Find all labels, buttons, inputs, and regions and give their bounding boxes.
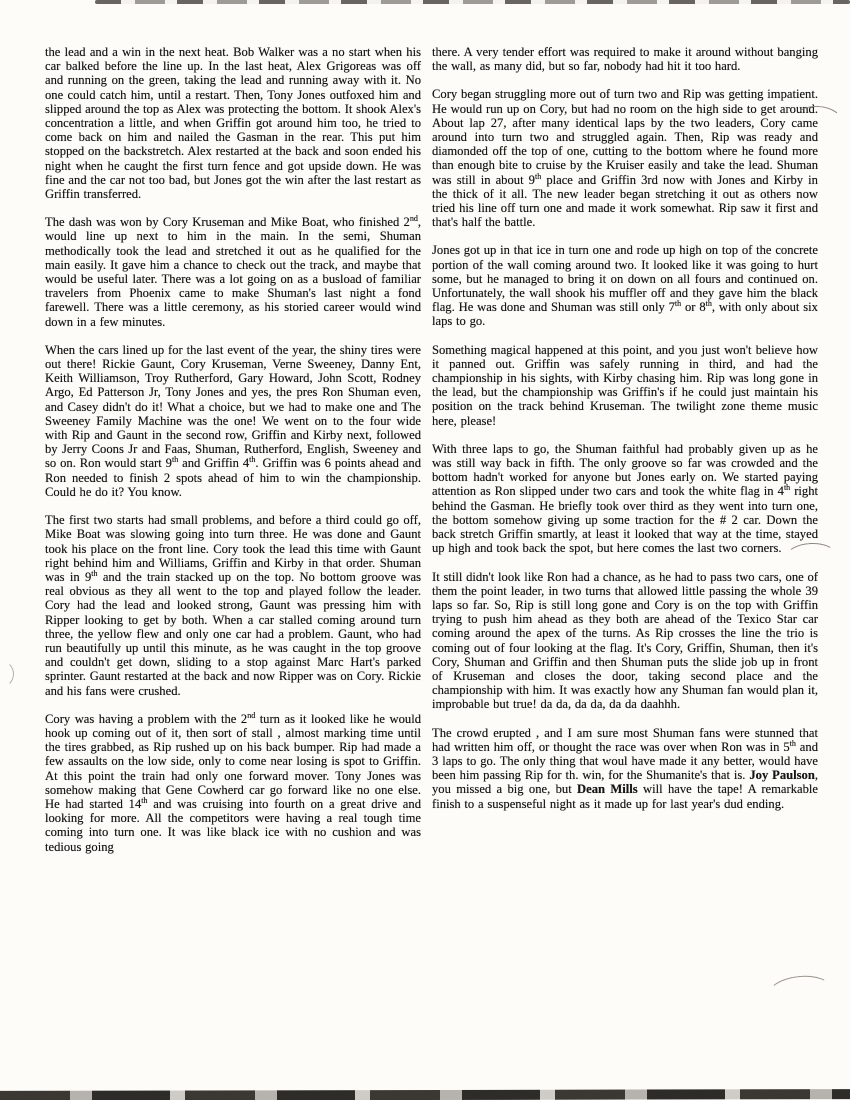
- superscript-text: th: [789, 738, 796, 748]
- body-text: , with only about six laps to go.: [432, 300, 818, 329]
- paragraph: [45, 215, 421, 329]
- paragraph: [432, 570, 818, 712]
- superscript-text: nd: [247, 710, 256, 720]
- bold-name: Dean Mills: [577, 782, 638, 797]
- paragraph: [432, 45, 818, 73]
- paragraph: [432, 343, 818, 428]
- scan-artifact-top-edge: [95, 0, 850, 4]
- superscript-text: th: [674, 299, 682, 309]
- superscript-text: nd: [409, 214, 418, 224]
- page-curl-mark: [0, 660, 14, 688]
- body-text: Something magical happened at this point, and you just won't believe how it panned out. Griffin was safely running in third, and had the championship in his sights, with Kirby chasing him. Rip was long gone in the lead, but the championship was Griffin's if he could just maintain his position on the track behind Kruseman. The twilight zone theme music here, please!: [432, 342, 818, 428]
- right-column: [432, 45, 818, 825]
- scan-artifact-bottom-edge: [0, 1089, 850, 1100]
- superscript-text: th: [141, 795, 148, 805]
- body-text: the lead and a win in the next heat. Bob Walker was a no start when his car balked before the line up. In the last heat, Alex Grigoreas was off and running on the green, taking the lead and running away with it. No one could catch him, until a restart. Then, Tony Jones outfoxed him and slipped around the top as Alex was protecting the bottom. It shook Alex's concentration a little, and when Griffin got around him too, he tried to come back on him and nailed the Gasman in the rear. This put him stopped on the backstretch. Alex restarted at the back and soon ended his night when he caught the first turn fence and got upside down. He was fine and the car not too bad, but Jones got the win after the last restart as Griffin transferred.: [45, 45, 421, 202]
- body-text: turn as it looked like he would hook up coming out of it, then sort of stall , almost marking time until the tires grabbed, as Rip rushed up on his back bumper. Rip had made a few assaults on the low side, only to come near losing is spot to Griffin. At this point the train had only one forward mover. Tony Jones was somehow making that Gene Cowherd car go forward like no one else. He had started 14: [45, 711, 421, 811]
- paragraph: [45, 513, 421, 698]
- superscript-text: th: [705, 299, 712, 309]
- body-text: and Griffin 4: [178, 456, 250, 471]
- body-text: and 3 laps to go. The only thing that woul have made it any better, would have been him passing Rip for th. win, for the Shumanite's that is.: [432, 739, 818, 783]
- body-text: and the train stacked up on the top. No bottom groove was real obvious as they all went to the top and played follow the leader. Cory had the lead and looked strong, Gaunt was pressing him with Ripper looking to get by both. When a car stalled coming around turn three, the yellow flew and only one car had a problem. Gaunt, who had run beautifully up until this minute, as he was caught in the top groove and couldn't get down, sliding to a stop against Marc Hart's parked sprinter. Gaunt restarted at the back and now Ripper was on Cory. Rickie and his fans were crushed.: [45, 569, 421, 698]
- body-text: , you missed a big one, but: [432, 768, 818, 797]
- body-text: When the cars lined up for the last event of the year, the shiny tires were out there! Rickie Gaunt, Cory Kruseman, Verne Sweeney, Danny Ent, Keith Williamson, Troy Rutherford, Gary Howard, John Scott, Rodney Argo, Ed Patterson Jr, Tony Jones and yes, the pres Ron Shuman even, and Casey didn't do it! What a choice, but we had to make one and The Sweeney Family Machine was the one! We went on to the four wide with Rip and Gaunt in the second row, Griffin and Kirby next, followed by Jerry Coons Jr and Faas, Shuman, Rutherford, English, Sweeney and so on. Ron would start 9: [45, 342, 421, 471]
- body-text: It still didn't look like Ron had a chance, as he had to pass two cars, one of them the point leader, in two turns that allowed little passing the whole 39 laps so far. So, Rip is still long gone and Cory is on the top with Griffin trying to push him ahead as they both are ahead of the Texico Star car coming around the apex of the turns. As Rip crosses the line the trio is coming out of four looking at the flag. It's Cory, Griffin, Shuman, then it's Cory, Shuman and Griffin and then Shuman puts the slide job up in front of Kruseman and closes the door, taking second place and the championship with him. It was exactly how any Shuman fan would plan it, improbable but true! da da, da da, da da daahhh.: [432, 569, 818, 712]
- body-text: or 8: [681, 300, 706, 315]
- body-text: place and Griffin 3rd now with Jones and Kirby in the thick of it all. The new leader began stretching it out as others now tried his line off turn one and made it work somewhat. Rip saw it first and that's half the battle.: [432, 172, 818, 230]
- superscript-text: th: [249, 455, 256, 465]
- paragraph: [432, 87, 818, 229]
- body-text: The dash was won by Cory Kruseman and Mike Boat, who finished 2: [45, 215, 410, 230]
- body-text: Jones got up in that ice in turn one and rode up high on top of the concrete portion of the wall coming around two. It looked like it was going to hurt some, but he managed to bring it on down on all fours and continued on. Unfortunately, the wall shook his muffler off and they gave him the black flag. He was done and Shuman was still only 7: [432, 243, 818, 315]
- body-text: , would line up next to him in the main. In the semi, Shuman methodically took the lead and stretched it out as he qualified for the main easily. It gave him a chance to check out the track, and maybe that would be useful later. There was a lot going on as a busload of familiar travelers from Phoenix came to make Shuman's last night a fond farewell. There was a little ceremony, as his storied career would wind down in a few minutes.: [45, 215, 421, 329]
- paragraph: [45, 343, 421, 499]
- paragraph: [45, 45, 421, 201]
- superscript-text: th: [91, 568, 98, 578]
- left-column: [45, 45, 421, 868]
- superscript-text: th: [783, 483, 791, 493]
- body-text: . Griffin was 6 points ahead and Ron needed to finish 2 spots ahead of him to win the championship. Could he do it? You know.: [45, 456, 421, 499]
- paragraph: [432, 726, 818, 811]
- paragraph: [45, 712, 421, 854]
- paragraph: [432, 243, 818, 328]
- body-text: right behind the Gasman. He briefly took over third as they went into turn one, the bottom somehow giving up some traction for the # 2 car. Down the back stretch Griffin smartly, at least it looked that way at the time, stayed up high and took back the spot, but here comes the last two corners.: [432, 484, 818, 556]
- body-text: will have the tape! A remarkable finish to a suspenseful night as it made up for last year's dud ending.: [432, 782, 818, 811]
- bold-name: Joy Paulson: [749, 768, 815, 783]
- body-text: Cory was having a problem with the 2: [45, 711, 248, 726]
- body-text: there. A very tender effort was required to make it around without banging the wall, as many did, but so far, nobody had hit it too hard.: [432, 45, 818, 74]
- body-text: The first two starts had small problems, and before a third could go off, Mike Boat was slowing going into turn three. He was done and Gaunt took his place on the front line. Cory took the lead this time with Gaunt right behind him and Williams, Griffin and Kirby in that order. Shuman was in 9: [45, 513, 421, 584]
- superscript-text: th: [171, 455, 179, 465]
- page-curl-mark: [767, 973, 834, 1012]
- body-text: With three laps to go, the Shuman faithful had probably given up as he was still way back in fifth. The only groove so far was crowded and the bottom hadn't worked for anyone but Jones early on. We started paying attention as Ron slipped under two cars and took the white flag in 4: [432, 441, 818, 499]
- body-text: The crowd erupted , and I am sure most Shuman fans were stunned that had written him off, or thought the race was over when Ron was in 5: [432, 725, 818, 754]
- superscript-text: th: [534, 171, 542, 181]
- body-text: Cory began struggling more out of turn two and Rip was getting impatient. He would run up on Cory, but had no room on the high side to get around. About lap 27, after many identical laps by the two leaders, Cory came around into turn two and struggled again. Then, Rip was ready and diamonded off the top of one, cutting to the bottom where he found more than enough bite to cruise by the Kruiser easily and take the lead. Shuman was still in about 9: [432, 87, 818, 187]
- body-text: and was cruising into fourth on a great drive and looking for more. All the competitors were having a real tough time coming into turn one. It was like black ice with no cushion and was tedious going: [45, 796, 421, 854]
- paragraph: [432, 442, 818, 556]
